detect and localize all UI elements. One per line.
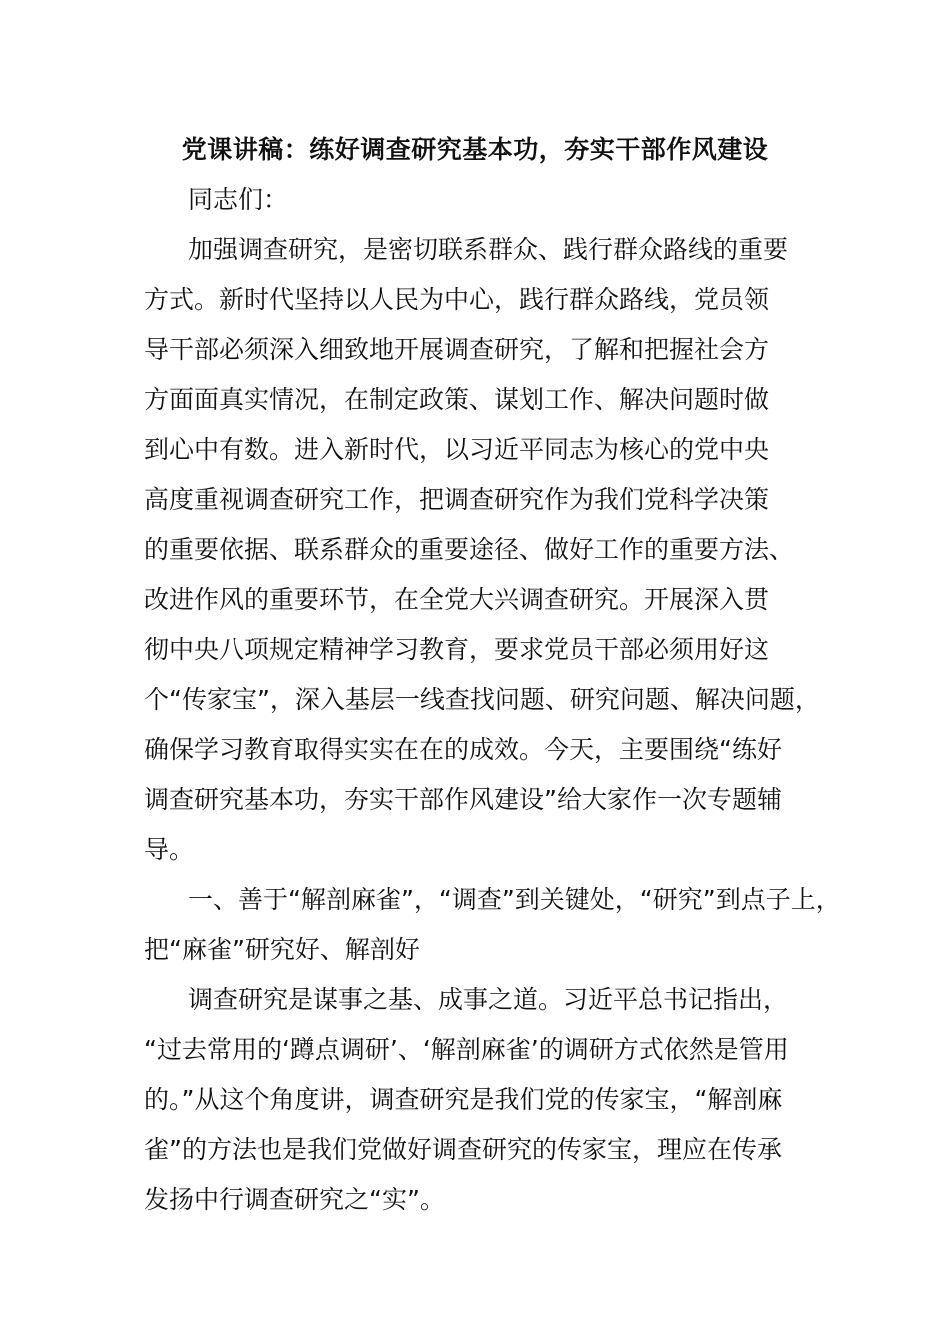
paragraph-1-line-6: 高度重视调查研究工作，把调查研究作为我们党科学决策 bbox=[144, 485, 770, 514]
paragraph-1-line-3: 导干部必须深入细致地开展调查研究，了解和把握社会方 bbox=[144, 335, 770, 364]
paragraph-1-line-4: 方面面真实情况，在制定政策、谋划工作、解决问题时做 bbox=[144, 385, 770, 414]
document-body bbox=[144, 175, 841, 1225]
salutation: 同志们： bbox=[188, 185, 289, 214]
paragraph-1-line-7: 的重要依据、联系群众的重要途径、做好工作的重要方法、 bbox=[144, 535, 795, 564]
paragraph-1-line-8: 改进作风的重要环节，在全党大兴调查研究。开展深入贯 bbox=[144, 585, 770, 614]
paragraph-2-line-5: 发扬中行调查研究之“实”。 bbox=[144, 1185, 445, 1214]
paragraph-2-line-1: 调查研究是谋事之基、成事之道。习近平总书记指出， bbox=[188, 985, 789, 1014]
paragraph-1-line-11: 确保学习教育取得实实在在的成效。今天，主要围绕“练好 bbox=[144, 735, 782, 764]
paragraph-1-line-10: 个“传家宝”，深入基层一线查找问题、研究问题、解决问题， bbox=[144, 685, 820, 714]
paragraph-1-line-5: 到心中有数。进入新时代，以习近平同志为核心的党中央 bbox=[144, 435, 770, 464]
paragraph-1-line-12: 调查研究基本功，夯实干部作风建设”给大家作一次专题辅 bbox=[144, 785, 782, 814]
document-title: 党课讲稿：练好调查研究基本功，夯实干部作风建设 bbox=[181, 135, 769, 164]
paragraph-1-line-2: 方式。新时代坚持以人民为中心，践行群众路线，党员领 bbox=[144, 285, 770, 314]
paragraph-1-line-13: 导。 bbox=[144, 835, 195, 864]
section-heading-line-1: 一、善于“解剖麻雀”，“调查”到关键处，“研究”到点子上， bbox=[188, 885, 841, 914]
paragraph-2-line-2: “过去常用的‘蹲点调研’、‘解剖麻雀’的调研方式依然是管用 bbox=[144, 1035, 789, 1064]
paragraph-2-line-3: 的。”从这个角度讲，调查研究是我们党的传家宝，“解剖麻 bbox=[144, 1085, 783, 1114]
paragraph-2-line-4: 雀”的方法也是我们党做好调查研究的传家宝，理应在传承 bbox=[144, 1135, 782, 1164]
section-heading-line-2: 把“麻雀”研究好、解剖好 bbox=[144, 935, 420, 964]
paragraph-1-line-1: 加强调查研究，是密切联系群众、践行群众路线的重要 bbox=[188, 235, 789, 264]
paragraph-1-line-9: 彻中央八项规定精神学习教育，要求党员干部必须用好这 bbox=[144, 635, 770, 664]
